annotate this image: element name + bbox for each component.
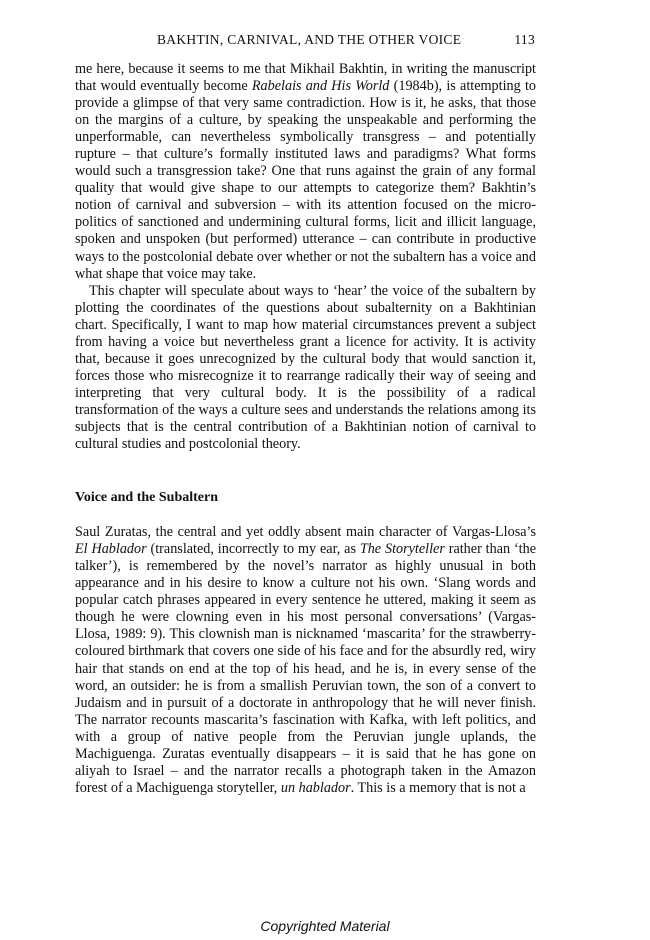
paragraph-3-text-d: . This is a memory that is not a — [350, 779, 526, 796]
paragraph-3-text-c: rather than ‘the talker’), is remembered by the novel’s narrator as highly unusual in both appearance and in his desire to know a culture not his own. ‘Slang words and popular catch phrases appeared in every sentence he uttered, making it seem as though he were clowning even in his most personal conversations’ (Vargas-Llosa, 1989: 9). This clownish man is nicknamed ‘mascarita’ for the strawberry-coloured birthmark that covers one side of his face and for the absurdly red, wiry hair that stands on end at the top of his head, and he is, in every sense of the word, an outsider: he is from a smallish Peruvian town, the son of a convert to Judaism and in pursuit of a doctorate in anthropology that he will never finish. The narrator recounts mascarita’s fascination with Kafka, with left politics, and with a group of native people from the Peruvian jungle uplands, the Machiguenga. Zuratas eventually disappears – it is said that he has gone on aliyah to Israel – and the narrator recalls a photograph taken in the Amazon forest of a Machiguenga storyteller, — [75, 541, 536, 796]
term-un-hablador: un hablador — [280, 779, 351, 796]
book-title-el-hablador: El Hablador — [75, 541, 147, 558]
paragraph-3 — [75, 524, 536, 797]
section-heading: Voice and the Subaltern — [75, 490, 219, 506]
paragraph-1-text-b: (1984b), is attempting to provide a glimpse of that very same contradiction. How is it, he asks, that those on the margins of a culture, by speaking the unspeakable and performing the unperformable, can nevertheless symbolically transgress – and potentially rupture – that culture’s formally instituted laws and paradigms? What forms would such a transgression take? One that runs against the grain of any formal quality that would give shape to our attempts to categorize them? Bakhtin’s notion of carnival and subversion – with its attention focused on the micro-politics of sanctioned and undermining cultural forms, licit and illicit language, spoken and unspoken (but performed) utterance – can contribute in productive ways to the postcolonial debate over whether or not the subaltern has a voice and what shape that voice may take. — [75, 78, 536, 282]
paragraph-3-text-a: Saul Zuratas, the central and yet oddly absent main character of Vargas-Llosa’s — [75, 524, 536, 541]
paragraph-3-text-b: (translated, incorrectly to my ear, as — [146, 541, 360, 558]
running-header — [75, 32, 537, 50]
book-title-rabelais: Rabelais and His World — [251, 78, 390, 95]
page-body — [75, 61, 536, 797]
page-number: 113 — [514, 32, 535, 47]
paragraph-2: This chapter will speculate about ways to ‘hear’ the voice of the subaltern by plotting the coordinates of the questions about subalternity on a Bakhtinian chart. Specifically, I want to map how material circumstances prevent a subject from having a voice but nevertheless grant a licence for activity. It is activity that, because it goes unrecognized by the cultural body that would sanction it, forces those who misrecognize it to rearrange radically their way of seeing and interpreting that very cultural body. It is the possibility of a radical transformation of the ways a culture sees and understands the relations among its subjects that is the central contribution of a Bakhtinian notion of carnival to cultural studies and postcolonial theory. — [75, 282, 536, 453]
running-title: BAKHTIN, CARNIVAL, AND THE OTHER VOICE — [157, 32, 462, 47]
paragraph-1 — [75, 61, 536, 283]
book-title-the-storyteller: The Storyteller — [359, 541, 445, 558]
copyright-footer: Copyrighted Material — [260, 918, 390, 934]
paragraph-1-text-a: me here, because it seems to me that Mikhail Bakhtin, in writing the manuscript that would eventually become — [75, 61, 536, 95]
